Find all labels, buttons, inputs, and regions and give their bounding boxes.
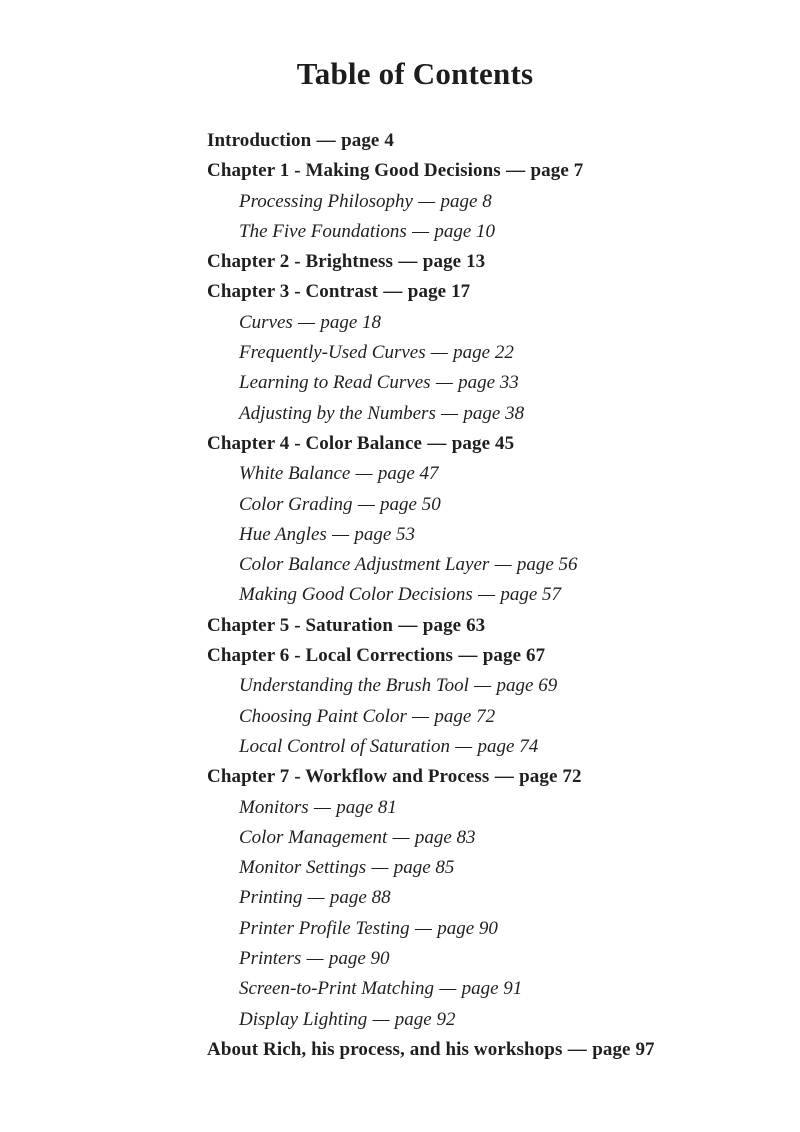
toc-entry-label: Printer Profile Testing — [239, 917, 410, 939]
toc-entry-chapter — [207, 247, 800, 277]
toc-entry-label: Introduction — [207, 130, 312, 151]
toc-entry-section — [207, 399, 800, 429]
toc-entry-separator: — — [494, 554, 512, 576]
toc-entry-page-prefix: page — [592, 1038, 631, 1060]
toc-entry-page-number: 88 — [371, 887, 391, 909]
toc-entry-page-number: 83 — [456, 826, 476, 848]
toc-entry-label: White Balance — [239, 463, 351, 485]
toc-entry-page-prefix: page — [496, 675, 534, 697]
toc-entry-separator: — — [398, 614, 418, 636]
toc-entry-label: Screen-to-Print Matching — [239, 978, 435, 1000]
toc-entry-separator: — — [458, 645, 478, 667]
toc-entry-chapter — [207, 429, 800, 459]
toc-entry-separator: — — [306, 948, 324, 970]
toc-entry-page-number: 13 — [466, 251, 486, 273]
toc-entry-label: Learning to Read Curves — [239, 372, 431, 394]
toc-entry-page-prefix: page — [440, 190, 478, 212]
toc-entry-label: Printers — [239, 948, 302, 970]
toc-entry-chapter — [207, 126, 800, 156]
toc-entry-section — [207, 732, 800, 762]
toc-entry-page-prefix: page — [422, 614, 462, 636]
toc-entry-page-number: 92 — [436, 1008, 456, 1030]
toc-entry-page-prefix: page — [422, 251, 462, 273]
toc-entry-label: Monitors — [239, 796, 309, 818]
toc-entry-page-prefix: page — [451, 432, 491, 454]
toc-entry-separator: — — [307, 887, 325, 909]
toc-entry-separator: — — [414, 917, 432, 939]
toc-entry-page-prefix: page — [434, 220, 472, 242]
toc-entry-label: Adjusting by the Numbers — [239, 402, 436, 424]
toc-entry-page-number: 45 — [495, 432, 515, 454]
toc-entry-label: Monitor Settings — [239, 857, 367, 879]
toc-entry-page-prefix: page — [393, 857, 431, 879]
toc-entry-label: Color Management — [239, 826, 388, 848]
toc-entry-label: Chapter 7 - Workflow and Process — [207, 766, 490, 788]
toc-entry-page-number: 74 — [519, 735, 539, 757]
toc-entry-page-number: 90 — [370, 948, 390, 970]
toc-entry-page-prefix: page — [453, 342, 491, 364]
toc-entry-page-prefix: page — [516, 554, 554, 576]
toc-entry-separator: — — [383, 281, 403, 303]
toc-entry-section — [207, 823, 800, 853]
toc-entry-page-prefix: page — [458, 372, 496, 394]
toc-entry-section — [207, 580, 800, 610]
toc-entry-page-prefix: page — [320, 311, 358, 333]
toc-entry-page-number: 81 — [377, 796, 397, 818]
toc-entry-separator: — — [494, 766, 514, 788]
toc-entry-page-prefix: page — [336, 796, 374, 818]
page-title: Table of Contents — [296, 56, 534, 91]
toc-entry-label: Chapter 6 - Local Corrections — [207, 645, 453, 667]
toc-entry-page-prefix: page — [329, 887, 367, 909]
toc-entry-section — [207, 883, 800, 913]
toc-entry-label: Choosing Paint Color — [239, 705, 407, 727]
toc-entry-page-prefix: page — [437, 917, 475, 939]
toc-entry-section — [207, 338, 800, 368]
toc-entry-separator: — — [398, 251, 418, 273]
toc-entry-label: Display Lighting — [239, 1008, 368, 1030]
toc-entry-page-prefix: page — [394, 1008, 432, 1030]
toc-entry-page-number: 47 — [419, 463, 439, 485]
toc-entry-page-number: 50 — [421, 493, 441, 515]
toc-entry-page-number: 72 — [562, 766, 582, 788]
toc-entry-label: Local Control of Saturation — [239, 735, 450, 757]
toc-entry-page-number: 10 — [476, 220, 496, 242]
toc-entry-section — [207, 520, 800, 550]
toc-entry-page-prefix: page — [463, 402, 501, 424]
toc-entry-page-prefix: page — [482, 645, 522, 667]
toc-entry-separator: — — [332, 523, 349, 545]
toc-entry-page-number: 69 — [538, 675, 558, 697]
toc-entry-label: Chapter 5 - Saturation — [207, 614, 394, 636]
toc-entry-page-number: 72 — [476, 705, 496, 727]
toc-entry-separator: — — [412, 220, 430, 242]
toc-entry-page-prefix: page — [519, 766, 558, 788]
toc-entry-separator: — — [455, 735, 473, 757]
toc-entry-separator: — — [418, 190, 436, 212]
toc-entry-page-number: 56 — [558, 554, 578, 576]
toc-entry-separator: — — [392, 826, 410, 848]
toc-entry-page-number: 17 — [451, 281, 471, 303]
toc-entry-page-number: 8 — [482, 190, 492, 212]
toc-entry-page-prefix: page — [354, 523, 392, 545]
toc-entry-section — [207, 793, 800, 823]
toc-entry-separator: — — [298, 311, 316, 333]
toc-entry-page-prefix: page — [461, 978, 499, 1000]
toc-entry-separator: — — [316, 130, 336, 151]
toc-entry-separator: — — [355, 463, 373, 485]
toc-entry-section — [207, 217, 800, 247]
toc-entry-page-number: 91 — [503, 978, 523, 1000]
toc-entry-separator: — — [372, 1008, 390, 1030]
toc-entry-page-number: 90 — [478, 917, 498, 939]
toc-entry-section — [207, 459, 800, 489]
toc-entry-separator: — — [427, 432, 447, 454]
toc-entry-section — [207, 550, 800, 580]
toc-entry-page-number: 18 — [362, 311, 382, 333]
toc-entry-page-prefix: page — [434, 705, 472, 727]
toc-entry-page-number: 53 — [396, 523, 415, 545]
toc-entry-page-number: 7 — [573, 160, 584, 182]
toc-entry-label: Curves — [239, 311, 293, 333]
toc-entry-separator: — — [435, 372, 453, 394]
toc-entry-chapter — [207, 762, 800, 792]
toc-entry-section — [207, 490, 800, 520]
toc-entry-chapter — [207, 1035, 800, 1065]
toc-entry-page-prefix: page — [328, 948, 366, 970]
toc-entry-page-number: 33 — [499, 372, 519, 394]
toc-entry-section — [207, 671, 800, 701]
toc-entry-label: Hue Angles — [239, 523, 327, 545]
toc-entry-separator: — — [357, 493, 375, 515]
toc-entry-page-number: 67 — [526, 645, 546, 667]
toc-entry-chapter — [207, 611, 800, 641]
toc-entry-section — [207, 944, 800, 974]
toc-entry-label: Understanding the Brush Tool — [239, 675, 469, 697]
toc-entry-label: Chapter 4 - Color Balance — [207, 432, 423, 454]
toc-entry-separator: — — [430, 342, 448, 364]
toc-entry-page-prefix: page — [477, 735, 515, 757]
toc-entry-page-number: 38 — [505, 402, 525, 424]
toc-entry-page-prefix: page — [380, 493, 417, 515]
toc-entry-section — [207, 974, 800, 1004]
toc-entry-page-number: 63 — [466, 614, 486, 636]
toc-entry-separator: — — [439, 978, 457, 1000]
toc-entry-section — [207, 308, 800, 338]
toc-entry-separator: — — [412, 705, 430, 727]
toc-entry-label: Chapter 1 - Making Good Decisions — [207, 160, 501, 182]
toc-entry-label: Chapter 3 - Contrast — [207, 281, 379, 303]
toc-entry-page-prefix: page — [377, 463, 415, 485]
toc-entry-label: Chapter 2 - Brightness — [207, 251, 394, 273]
toc-entry-chapter — [207, 156, 800, 186]
toc-entry-label: Color Grading — [239, 493, 353, 515]
toc-entry-page-number: 22 — [494, 342, 514, 364]
toc-entry-separator: — — [478, 584, 496, 606]
toc-entry-page-number: 85 — [435, 857, 455, 879]
toc-entry-label: Frequently-Used Curves — [239, 342, 426, 364]
toc-entry-chapter — [207, 641, 800, 671]
toc-entry-separator: — — [371, 857, 389, 879]
toc-entry-chapter — [207, 277, 800, 307]
toc-entry-page-number: 57 — [542, 584, 562, 606]
toc-entry-section — [207, 914, 800, 944]
toc-entry-separator: — — [474, 675, 492, 697]
toc-entry-label: The Five Foundations — [239, 220, 407, 242]
toc-entry-section — [207, 1005, 800, 1035]
toc-list — [207, 126, 800, 1065]
toc-entry-page-prefix: page — [407, 281, 447, 303]
toc-entry-page-prefix: page — [341, 130, 380, 151]
toc-entry-page-prefix: page — [414, 826, 452, 848]
toc-entry-label: Printing — [239, 887, 303, 909]
toc-entry-label: Processing Philosophy — [239, 190, 413, 212]
toc-entry-section — [207, 702, 800, 732]
toc-entry-section — [207, 368, 800, 398]
toc-entry-page-prefix: page — [530, 160, 569, 182]
toc-entry-separator: — — [441, 402, 459, 424]
toc-entry-section — [207, 853, 800, 883]
toc-entry-page-number: 97 — [635, 1038, 655, 1060]
toc-entry-section — [207, 187, 800, 217]
toc-entry-label: About Rich, his process, and his workshops — [207, 1038, 563, 1060]
toc-entry-page-prefix: page — [500, 584, 538, 606]
toc-entry-separator: — — [567, 1038, 587, 1060]
toc-entry-page-number: 4 — [384, 130, 394, 151]
toc-entry-separator: — — [506, 160, 526, 182]
toc-entry-label: Making Good Color Decisions — [239, 584, 473, 606]
toc-entry-separator: — — [314, 796, 331, 818]
toc-entry-label: Color Balance Adjustment Layer — [239, 554, 490, 576]
